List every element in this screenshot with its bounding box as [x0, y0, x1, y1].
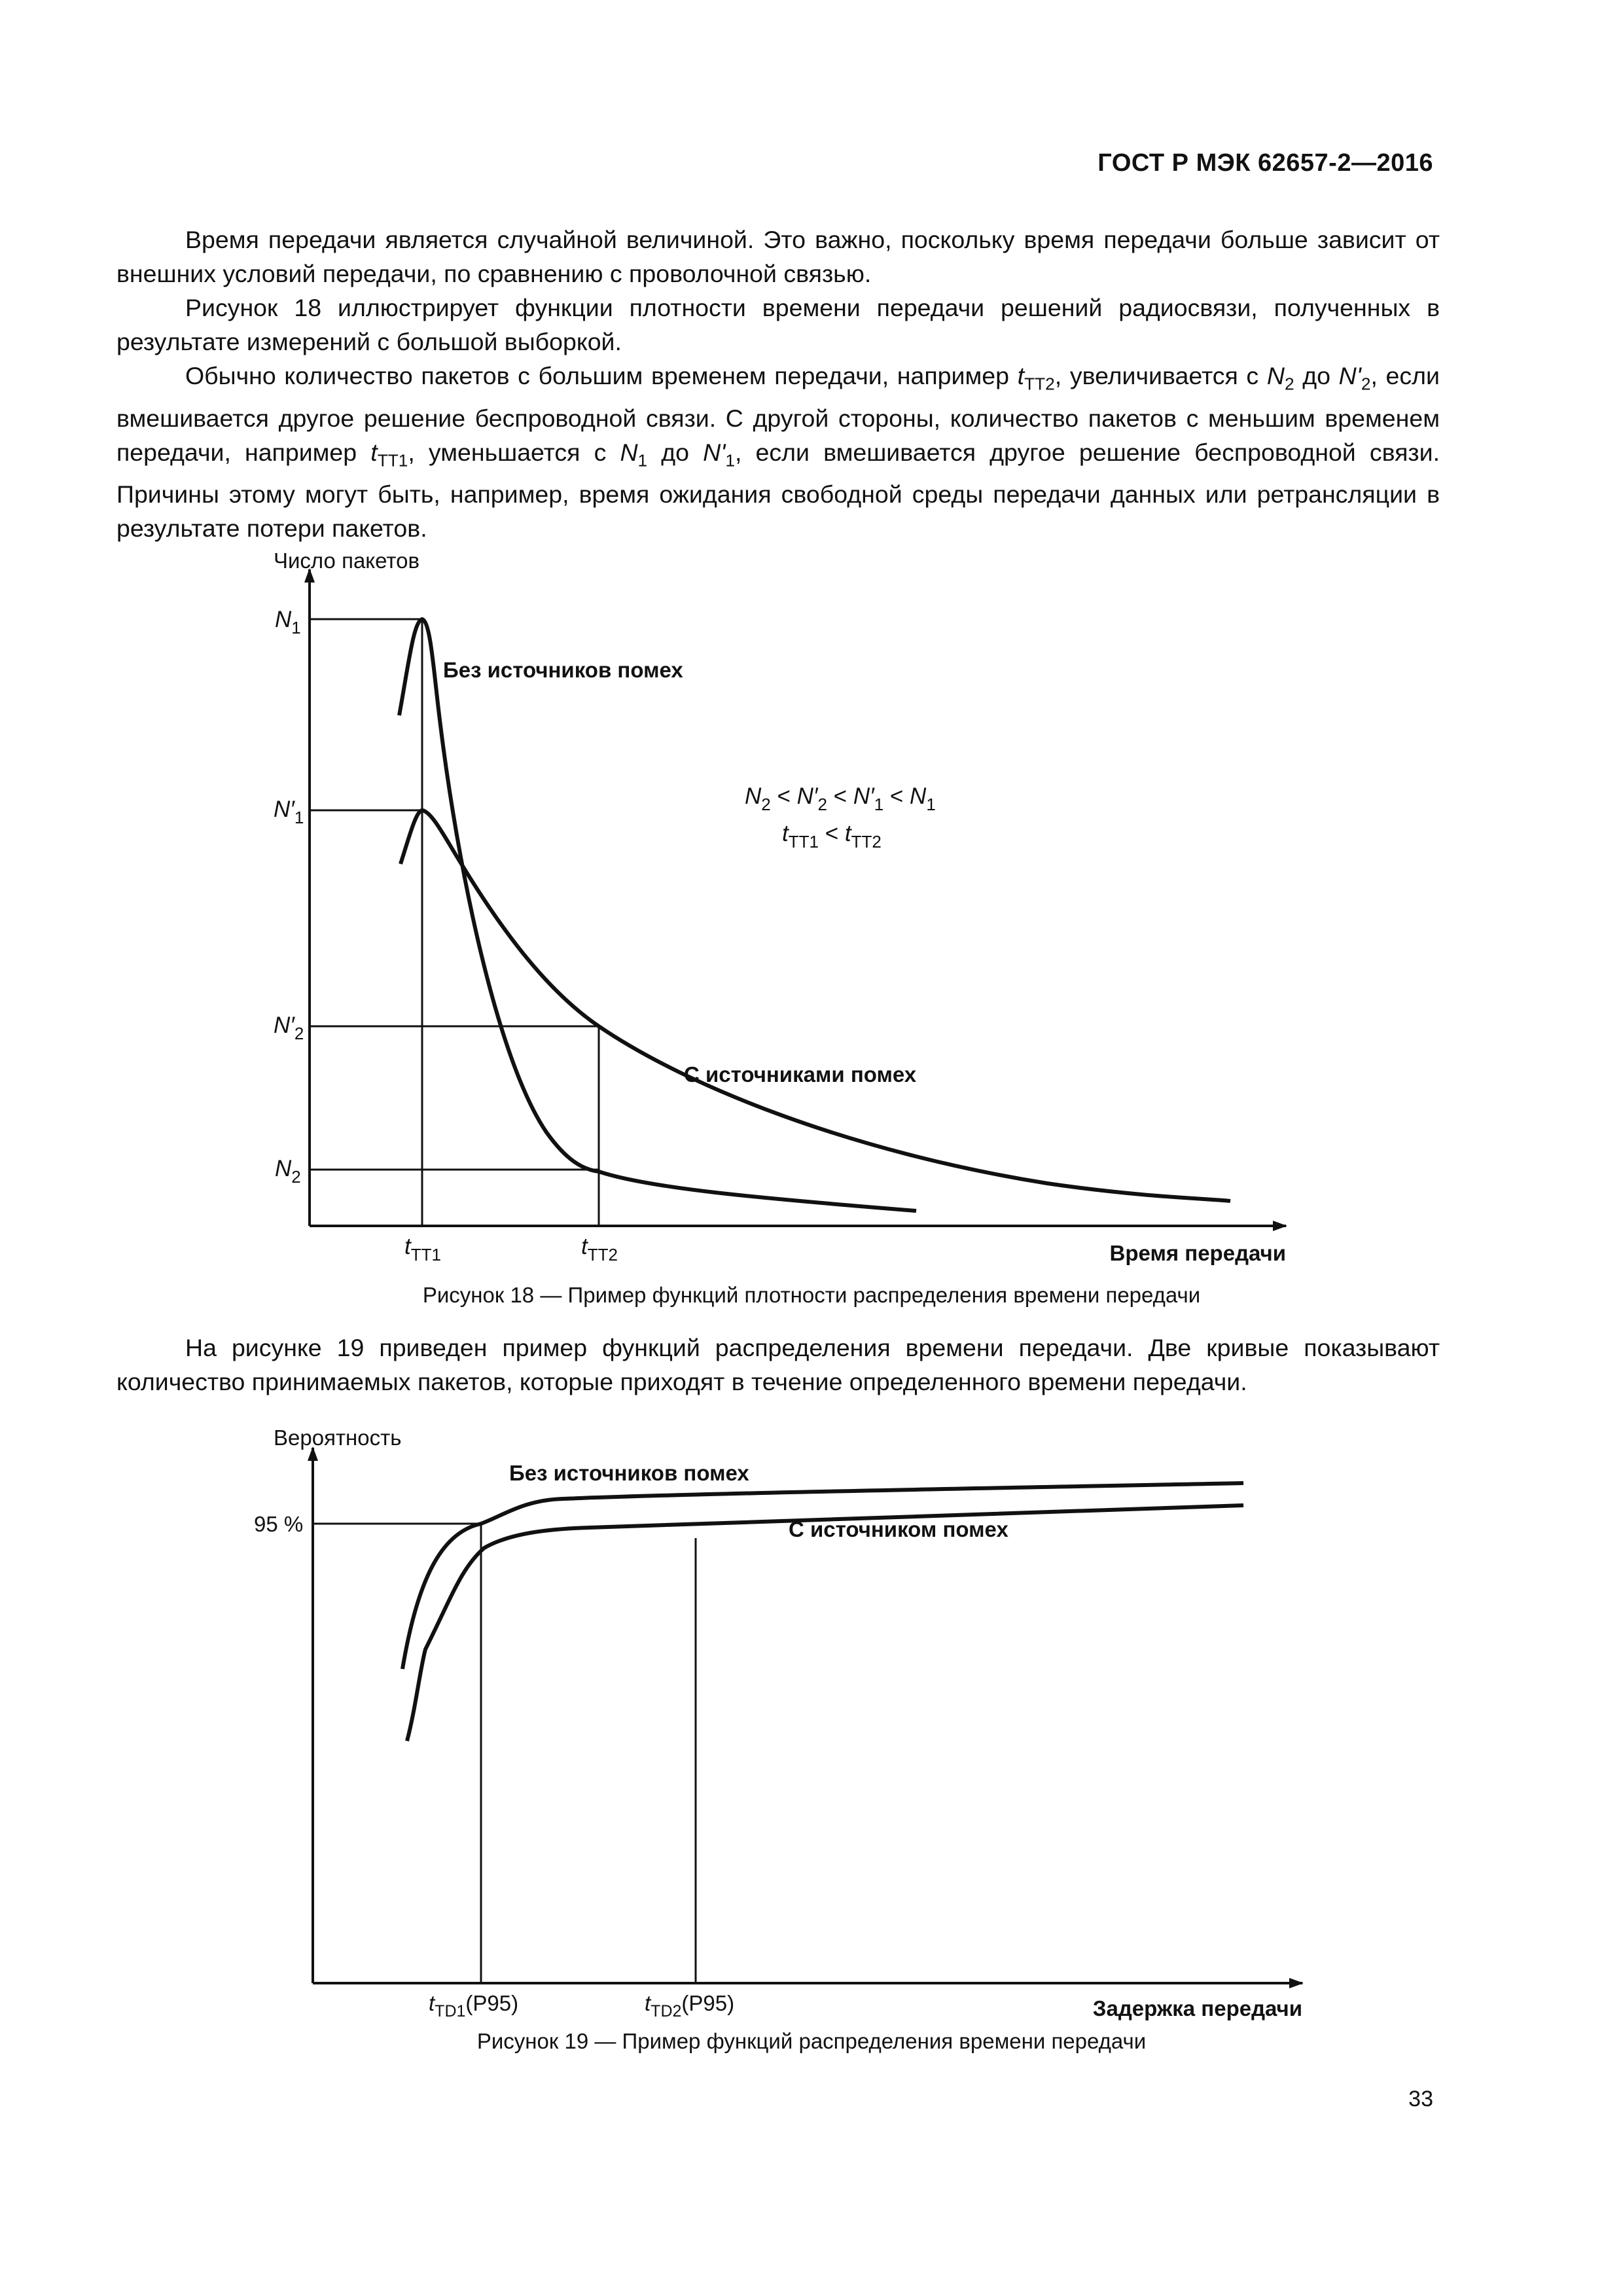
- paragraph-1: Время передачи является случайной величиной. Это важно, поскольку время передачи больше зависит от внешних условий передачи, по сравнению с проволочной связью.: [116, 226, 1440, 287]
- body-text-2: [116, 1331, 1440, 1399]
- figure-19-plot: [0, 1407, 1623, 2062]
- fig18-curve-no-interference-label: Без источников помех: [443, 658, 683, 682]
- fig19-guides: [313, 1524, 696, 1983]
- fig19-curve-no-interference-label: Без источников помех: [509, 1461, 749, 1485]
- fig18-xtick-tTT1: $t_{TT1}$: [404, 1234, 441, 1265]
- fig18-xtick-tTT2: $t_{TT2}$: [581, 1234, 618, 1265]
- fig18-guides: [310, 619, 599, 1226]
- fig19-ytick-95: 95 %: [254, 1512, 304, 1536]
- figure-18-caption: Рисунок 18 — Пример функций плотности распределения времени передачи: [422, 1283, 1201, 1307]
- fig18-ytick-N1: $N_1$: [275, 607, 301, 637]
- fig19-xtick-tTD1: $t_{TD1}(P95)$: [429, 1991, 519, 2020]
- fig19-x-axis-label: Задержка передачи: [1092, 1996, 1302, 2020]
- paragraph-2: Рисунок 18 иллюстрирует функции плотности времени передачи решений радиосвязи, полученных в результате измерений с большой выборкой.: [116, 294, 1440, 355]
- fig18-relation-1: $N_2 < N'_2 < N'_1 < N_1$: [745, 783, 936, 814]
- fig18-curve-no-interference: [399, 619, 916, 1211]
- paragraph-3: Обычно количество пакетов с большим временем передачи, например $t_{TT2}$, увеличивается с $N_2$ до $N'_2$, если вмешивается другое решение беспроводной связи. С другой стороны, количество пакетов с меньшим временем передачи, например $t_{TT1}$, уменьшается с $N_1$ до $N'_1$, если вмешивается другое решение беспроводной связи. Причины этому могут быть, например, время ожидания свободной среды передачи данных или ретрансляции в результате потери пакетов.: [116, 362, 1440, 542]
- fig18-x-axis-label: Время передачи: [1109, 1241, 1286, 1265]
- fig19-curve-with-interference-label: С источником помех: [789, 1517, 1008, 1541]
- fig18-relation-2: $t_{TT1} < t_{TT2}$: [782, 821, 882, 852]
- fig18-ytick-N2prime: $N'_2$: [274, 1013, 304, 1043]
- fig18-curve-with-interference-label: С источниками помех: [684, 1062, 917, 1086]
- fig19-y-axis-label: Вероятность: [274, 1426, 402, 1450]
- fig18-curve-with-interference: [401, 810, 1230, 1201]
- document-header: ГОСТ Р МЭК 62657-2—2016: [1097, 149, 1433, 177]
- fig18-ytick-N2: $N_2$: [275, 1156, 301, 1187]
- fig18-y-axis-label: Число пакетов: [274, 548, 419, 573]
- figure-19-caption: Рисунок 19 — Пример функций распределения времени передачи: [476, 2029, 1147, 2053]
- page-number: 33: [1408, 2087, 1433, 2111]
- paragraph-4: На рисунке 19 приведен пример функций распределения времени передачи. Две кривые показывают количество принимаемых пакетов, которые приходят в течение определенного времени передачи.: [116, 1334, 1440, 1395]
- fig19-xtick-tTD2: $t_{TD2}(P95)$: [645, 1991, 735, 2020]
- fig18-ytick-N1prime: $N'_1$: [274, 797, 304, 827]
